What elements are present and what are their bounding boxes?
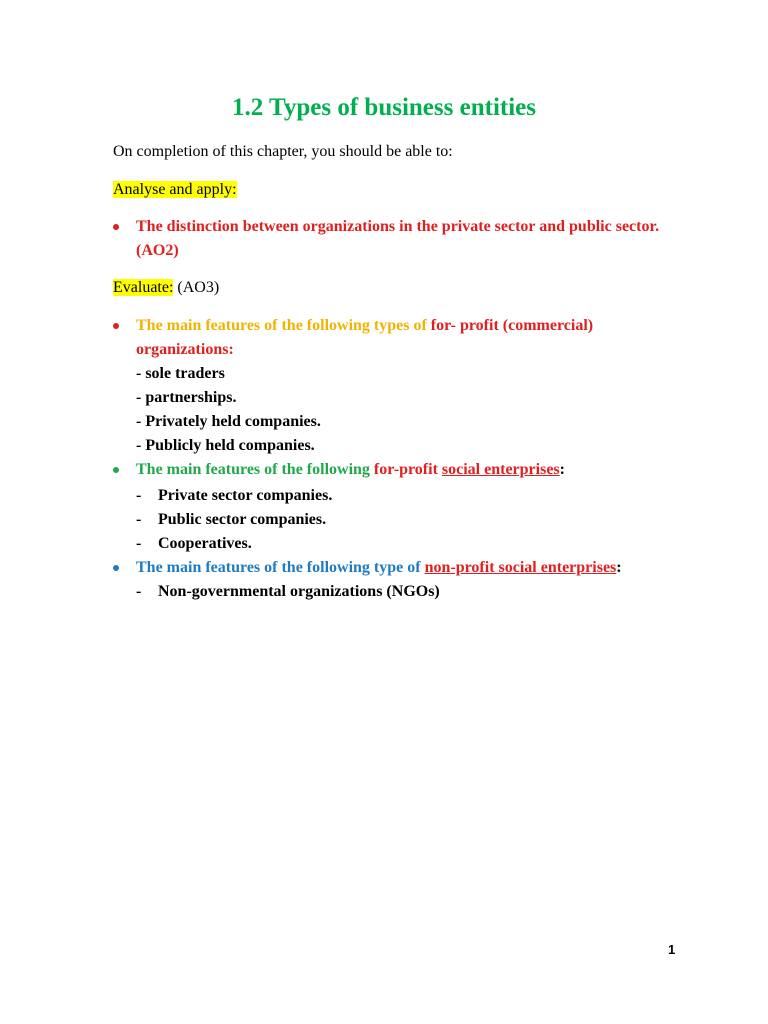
evaluate-code: (AO3) [177, 279, 220, 296]
analyse-heading-label: Analyse and apply: [113, 181, 237, 198]
analyse-item-line1: The distinction between organizations in the private sector and public sector. [136, 218, 660, 235]
dash-marker: - [136, 487, 142, 504]
item3-colon: : [616, 559, 622, 576]
dash-marker: - [136, 583, 142, 600]
item2-accent: for-profit [373, 461, 438, 478]
bullet-icon [113, 224, 119, 230]
item1-sub: - Publicly held companies. [136, 437, 315, 454]
item2-link: social enterprises [441, 461, 560, 478]
item3-lead: The main features of the following type of [136, 559, 421, 576]
item2-sub: Public sector companies. [158, 511, 327, 528]
item1-accent: for- profit (commercial) [430, 317, 594, 334]
item2-lead: The main features of the following [136, 461, 370, 478]
page-title: 1.2 Types of business entities [232, 94, 536, 121]
dash-marker: - [136, 511, 142, 528]
analyse-heading [113, 180, 237, 200]
item1-lead: The main features of the following types of [136, 317, 427, 334]
item3-line1 [136, 558, 622, 578]
item1-sub: - sole traders [136, 365, 225, 382]
evaluate-heading-label: Evaluate: [113, 279, 174, 296]
bullet-icon [113, 323, 119, 329]
item3-sub: Non-governmental organizations (NGOs) [158, 583, 440, 600]
bullet-icon [113, 565, 119, 571]
bullet-icon [113, 467, 119, 473]
dash-marker: - [136, 535, 142, 552]
item2-line1 [136, 460, 565, 480]
page-number: 1 [668, 942, 676, 957]
item1-line2: organizations: [136, 341, 234, 358]
item1-line1 [136, 316, 593, 336]
item2-sub: Private sector companies. [158, 487, 333, 504]
evaluate-heading [113, 278, 219, 298]
item2-sub: Cooperatives. [158, 535, 252, 552]
item2-colon: : [559, 461, 565, 478]
analyse-item-line2: (AO2) [136, 242, 179, 259]
item1-sub: - Privately held companies. [136, 413, 321, 430]
intro-text: On completion of this chapter, you should be able to: [113, 143, 453, 160]
item1-sub: - partnerships. [136, 389, 237, 406]
item3-link: non-profit social enterprises [424, 559, 617, 576]
